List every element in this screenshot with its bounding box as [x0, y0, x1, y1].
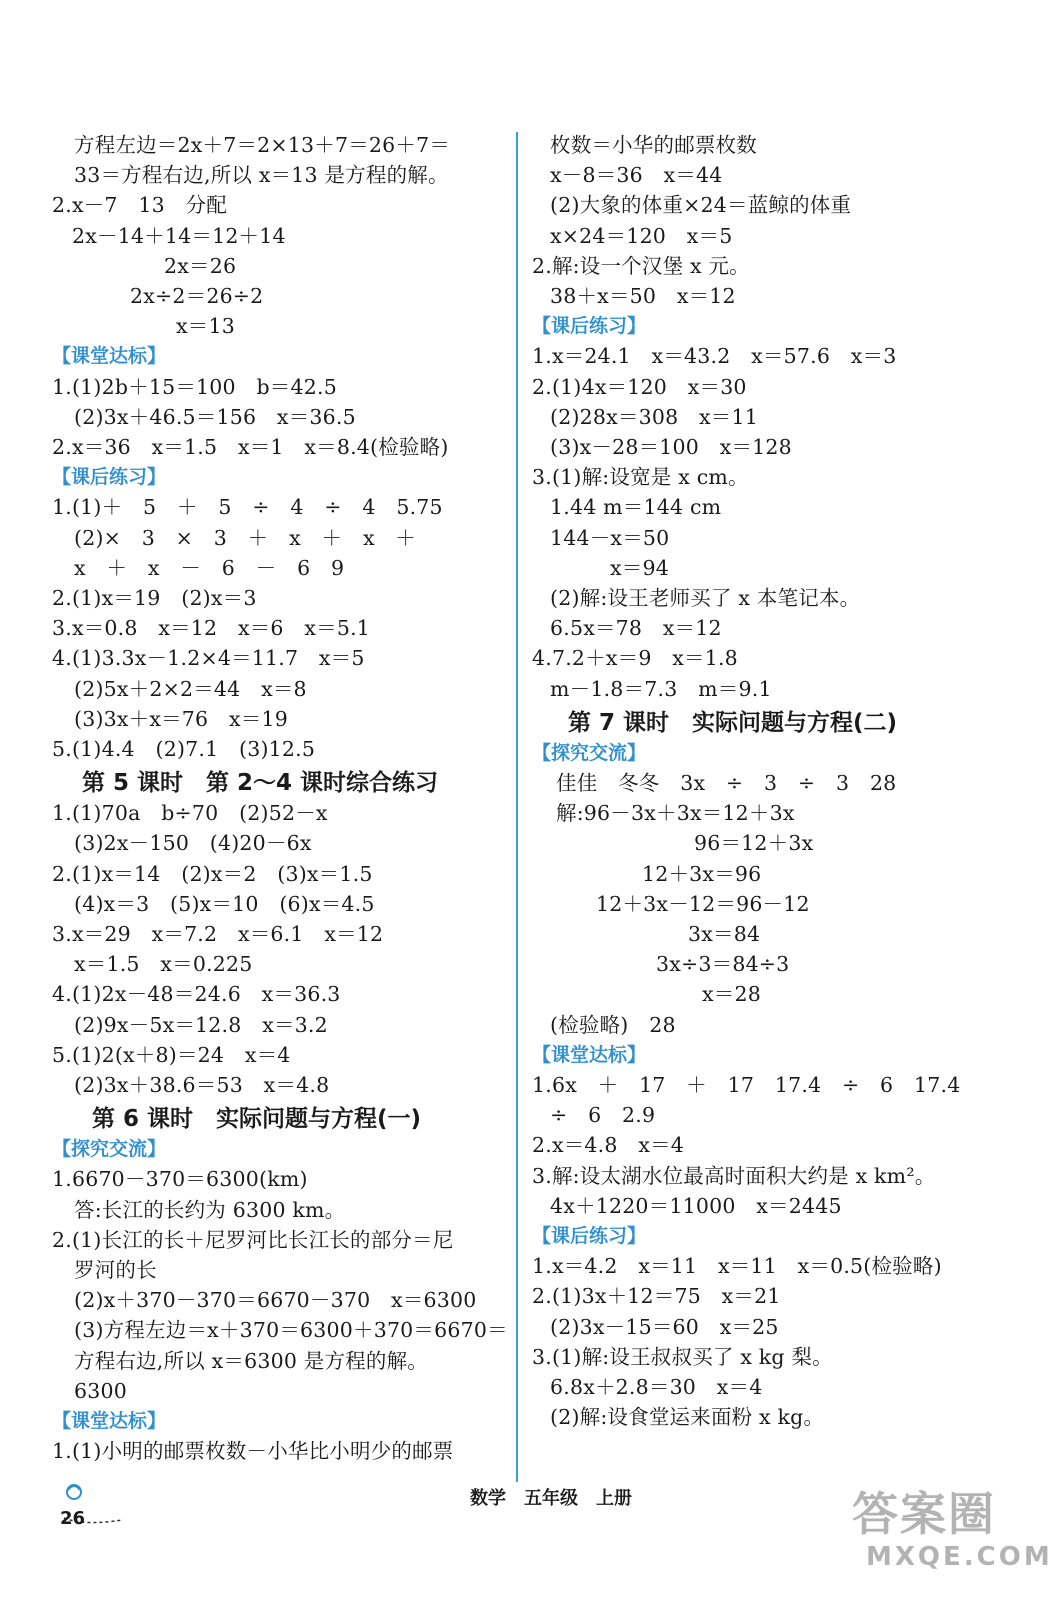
answer-line: 3.解:设太湖水位最高时面积大约是 x km²。 [532, 1163, 936, 1188]
answer-line: 144－x＝50 [550, 525, 670, 550]
answer-line: 解:96－3x＋3x＝12＋3x [556, 801, 795, 826]
section-tag: 【课堂达标】 [52, 345, 167, 368]
section-tag: 【课堂达标】 [52, 1410, 167, 1432]
answer-line: 1.6x ＋ 17 ＋ 17 17.4 ÷ 6 17.4 [532, 1073, 961, 1097]
answer-line: 1.44 m＝144 cm [550, 495, 722, 520]
answer-line: 2.(1)4x＝120 x＝30 [532, 374, 747, 399]
answer-line: 2x÷2＝26÷2 [130, 284, 264, 308]
answer-line: 4x＋1220＝11000 x＝2445 [550, 1193, 842, 1218]
answer-line: 12＋3x＝96 [642, 861, 762, 886]
watermark-url: MXQE.COM [866, 1542, 1053, 1572]
answer-line: (2)9x－5x＝12.8 x＝3.2 [74, 1012, 328, 1037]
answer-line: 4.7.2＋x＝9 x＝1.8 [532, 646, 738, 671]
section-tag: 【课后练习】 [532, 1225, 647, 1247]
answer-line: ÷ 6 2.9 [550, 1103, 656, 1128]
section-tag: 【探究交流】 [52, 1138, 167, 1161]
answer-line: 1.6670－370＝6300(km) [52, 1167, 308, 1192]
answer-line: 2x－14＋14＝12＋14 [72, 223, 286, 248]
answer-line: x＝13 [176, 314, 235, 339]
section-heading: 第 5 课时 第 2～4 课时综合练习 [82, 770, 439, 797]
answer-line: 2.解:设一个汉堡 x 元。 [532, 253, 750, 278]
page-number: 26 [60, 1508, 86, 1529]
answer-line: 6300 [74, 1378, 127, 1403]
answer-line: 2.x－7 13 分配 [52, 193, 227, 218]
answer-line: 3x÷3＝84÷3 [656, 952, 790, 977]
answer-line: 2.x＝36 x＝1.5 x＝1 x＝8.4(检验略) [52, 435, 449, 459]
answer-line: 12＋3x－12＝96－12 [596, 891, 810, 916]
answer-line: (2)3x＋38.6＝53 x＝4.8 [74, 1073, 330, 1097]
answer-line: 4.(1)3.3x－1.2×4＝11.7 x＝5 [52, 646, 365, 671]
answer-line: (3)方程左边＝x＋370＝6300＋370＝6670＝ [74, 1318, 508, 1343]
answer-line: (3)3x＋x＝76 x＝19 [74, 706, 288, 731]
section-heading: 第 6 课时 实际问题与方程(一) [92, 1106, 422, 1133]
answer-line: x＝1.5 x＝0.225 [74, 952, 253, 977]
answer-line: 5.(1)4.4 (2)7.1 (3)12.5 [52, 737, 316, 761]
answer-line: m－1.8＝7.3 m＝9.1 [550, 676, 772, 701]
answer-line: x＝94 [610, 555, 669, 580]
answer-line: (3)x－28＝100 x＝128 [550, 435, 792, 459]
answer-line: 1.(1)＋ 5 ＋ 5 ÷ 4 ÷ 4 5.75 [52, 495, 443, 520]
footer-subject: 数学 五年级 上册 [470, 1488, 632, 1509]
answer-line: 方程左边＝2x＋7＝2×13＋7＝26＋7＝ [74, 133, 451, 157]
answer-line: 2x＝26 [164, 253, 237, 278]
answer-line: (2)x＋370－370＝6670－370 x＝6300 [74, 1288, 477, 1313]
answer-line: 5.(1)2(x＋8)＝24 x＝4 [52, 1042, 291, 1067]
answer-line: (4)x＝3 (5)x＝10 (6)x＝4.5 [74, 891, 375, 916]
answer-line: 方程右边,所以 x＝6300 是方程的解。 [74, 1348, 428, 1373]
answer-line: 2.x＝4.8 x＝4 [532, 1133, 685, 1158]
answer-line: x×24＝120 x＝5 [550, 223, 733, 248]
answer-line: 3.x＝0.8 x＝12 x＝6 x＝5.1 [52, 616, 371, 641]
answer-line: 2.(1)x＝14 (2)x＝2 (3)x＝1.5 [52, 861, 373, 886]
answer-line: 4.(1)2x－48＝24.6 x＝36.3 [52, 982, 341, 1007]
answer-line: 答:长江的长约为 6300 km。 [74, 1197, 346, 1222]
answer-line: 3.(1)解:设宽是 x cm。 [532, 465, 749, 490]
answer-line: (3)2x－150 (4)20－6x [74, 831, 312, 856]
answer-line: (2)5x＋2×2＝44 x＝8 [74, 676, 307, 701]
answer-line: x ＋ x － 6 － 6 9 [74, 555, 345, 580]
answer-line: 佳佳 冬冬 3x ÷ 3 ÷ 3 28 [556, 771, 897, 795]
section-tag: 【课堂达标】 [532, 1043, 647, 1066]
answer-line: 6.8x＋2.8＝30 x＝4 [550, 1375, 763, 1399]
answer-line: 3.(1)解:设王叔叔买了 x kg 梨。 [532, 1344, 833, 1369]
answer-line: 2.(1)长江的长＋尼罗河比长江长的部分＝尼 [52, 1227, 454, 1252]
answer-line: 罗河的长 [74, 1258, 157, 1282]
answer-line: (2)3x＋46.5＝156 x＝36.5 [74, 404, 356, 429]
answer-line: (2)大象的体重×24＝蓝鲸的体重 [550, 193, 852, 218]
watermark [852, 1486, 1053, 1572]
answer-line: 2.(1)3x＋12＝75 x＝21 [532, 1284, 781, 1309]
answer-line: (2)28x＝308 x＝11 [550, 404, 758, 429]
answer-line: 2.(1)x＝19 (2)x＝3 [52, 586, 257, 610]
column-divider [516, 132, 518, 1482]
section-tag: 【课后练习】 [532, 315, 647, 338]
answer-line: (2)解:设王老师买了 x 本笔记本。 [550, 586, 861, 610]
answer-line: x＝28 [702, 982, 761, 1007]
section-tag: 【课后练习】 [52, 466, 167, 489]
answer-line: (2)3x－15＝60 x＝25 [550, 1314, 779, 1339]
answer-line: 1.x＝24.1 x＝43.2 x＝57.6 x＝3 [532, 344, 897, 369]
section-tag: 【探究交流】 [532, 741, 647, 764]
section-heading: 第 7 课时 实际问题与方程(二) [568, 709, 898, 736]
answer-line: 1.x＝4.2 x＝11 x＝11 x＝0.5(检验略) [532, 1254, 942, 1279]
answer-line: 38＋x＝50 x＝12 [550, 284, 736, 308]
answer-line: 1.(1)小明的邮票枚数－小华比小明少的邮票 [52, 1439, 454, 1464]
answer-line: 3x＝84 [688, 922, 761, 946]
answer-line: (检验略) 28 [550, 1012, 676, 1037]
answer-line: 96＝12＋3x [694, 831, 814, 856]
answer-line: 1.(1)70a b÷70 (2)52－x [52, 801, 328, 826]
answer-line: (2)解:设食堂运来面粉 x kg。 [550, 1405, 825, 1430]
watermark-logo-text: 答案圈 [852, 1487, 996, 1541]
answer-line: 枚数＝小华的邮票枚数 [550, 133, 757, 157]
answer-line: 33＝方程右边,所以 x＝13 是方程的解。 [74, 163, 449, 188]
answer-line: (2)× 3 × 3 ＋ x ＋ x ＋ [74, 525, 417, 550]
answer-line: 1.(1)2b＋15＝100 b＝42.5 [52, 374, 337, 399]
answer-line: 6.5x＝78 x＝12 [550, 616, 722, 641]
answer-line: 3.x＝29 x＝7.2 x＝6.1 x＝12 [52, 922, 384, 946]
answer-line: x－8＝36 x＝44 [550, 163, 723, 188]
